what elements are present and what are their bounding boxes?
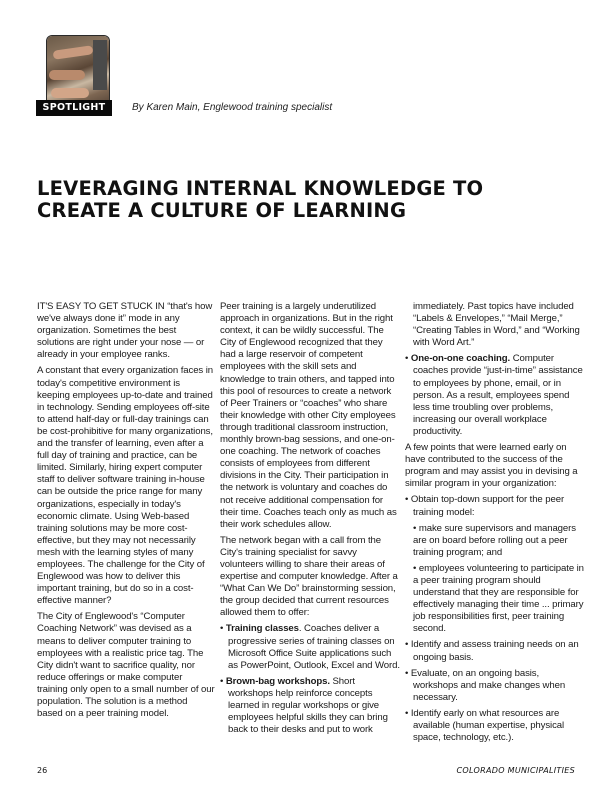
point-text: employees volunteering to participate in a peer training program should understand that they are responsible for effectively managing their time ... primary job responsibilities first, peer training second. [413, 562, 584, 635]
bullet-icon: • [220, 675, 224, 687]
bullet-icon: • [413, 522, 417, 534]
paragraph: A few points that were learned early on have contributed to the success of the program and may assist you in devising a similar program in your organization: [405, 442, 578, 490]
bullet-one-on-one [405, 353, 585, 438]
bullet-training-classes [220, 623, 400, 671]
bullet-heading: Training classes [225, 623, 299, 635]
point-text: Identify early on what resources are available (human expertise, physical space, technology, etc.). [410, 707, 565, 744]
paragraph: Peer training is a largely underutilized approach in organizations. But in the right context, it can be wildly successful. The City of Englewood recognized that they had a large reservoir of competent employees with the skill sets and knowledge to train others, and tapped into this pool of resources to create a network of Peer Trainers or “coaches” who share their knowledge with other City employees through traditional classroom instruction, monthly brown-bag sessions, and one-on-one coaching. The network of coaches consists of employees from different divisions in the City. Their participation in the network is voluntary and coaches do not receive additional compensation for their time. Coaches teach only as much as their work schedules allow. [220, 301, 397, 530]
point-text: make sure supervisors and managers are on board before rolling out a peer training program; and [413, 522, 576, 558]
bullet-heading: Brown-bag workshops. [225, 675, 330, 687]
bullet-text: Short workshops help reinforce concepts learned in regular workshops or give employees helpful skills they can bring back to their desks and put to work [228, 675, 388, 736]
paragraph-text: “that's how we've always done it” mode in any organization. Sometimes the best solutions are right under your nose — or already in your employee ranks. [37, 301, 213, 361]
column-1 [37, 301, 215, 724]
bullet-icon: • [405, 639, 409, 651]
bullet-text: . Coaches deliver a progressive series of training classes on Microsoft Office Suite applications such as PowerPoint, Outlook, Excel and Word. [228, 623, 400, 671]
article-title [37, 178, 483, 222]
bullet-icon: • [405, 353, 409, 365]
title-line-1: LEVERAGING INTERNAL KNOWLEDGE TO [37, 177, 484, 200]
column-2 [220, 301, 400, 740]
point-text: Identify and assess training needs on an ongoing basis. [410, 639, 579, 663]
intro-paragraph [37, 301, 215, 361]
spotlight-tag: SPOTLIGHT [36, 100, 112, 116]
point-item [405, 494, 585, 518]
publication-name: COLORADO MUNICIPALITIES [456, 766, 575, 775]
lead-in: IT'S EASY TO GET STUCK IN [37, 301, 165, 312]
hand-shape [53, 45, 94, 59]
paragraph: The City of Englewood's “Computer Coaching Network” was devised as a means to deliver computer training to employees with a realistic price tag. The City didn't want to sacrifice quality, nor reduce offerings or make computer training only open to a small number of our population. The solution is a method based on a peer training model. [37, 611, 215, 720]
bullet-icon: • [405, 667, 409, 679]
monitor-shape [93, 40, 107, 90]
point-item [405, 668, 585, 704]
point-item [405, 639, 585, 663]
byline: By Karen Main, Englewood training specialist [132, 102, 333, 113]
sub-point-item [405, 523, 585, 559]
point-text: Obtain top-down support for the peer training model: [410, 494, 565, 518]
bullet-icon: • [220, 623, 224, 635]
bullet-icon: • [405, 494, 409, 506]
bullet-heading: One-on-one coaching. [410, 353, 511, 365]
title-line-2: CREATE A CULTURE OF LEARNING [37, 199, 407, 222]
page-number: 26 [37, 766, 48, 775]
bullet-icon: • [413, 562, 417, 574]
point-item [405, 708, 585, 744]
sub-point-item [405, 563, 585, 636]
paragraph: A constant that every organization faces in today's competitive environment is keeping employees up-to-date and trained in technology. Sending employees off-site to attend half-day or full-day trainings can be cost-prohibitive for many organizations, and the transfer of learning, even after a full day of training and practice, can be limited. Similarly, hiring expert computer staff to deliver software training in-house can be outside the price range for many organizations, especially in today's economic climate. Using Web-based training solutions may be more cost-effective, but they may not necessarily mesh with the learning styles of many employees. The challenge for the City of Englewood was how to deliver this important training, but do so in a cost-effective manner? [37, 365, 213, 607]
bullet-icon: • [405, 707, 409, 719]
column-3 [405, 301, 585, 748]
hand-shape [51, 88, 89, 98]
bullet-text: Computer coaches provide “just-in-time” assistance to employees by phone, email, or in person. As a result, employees spend less time troubling over problems, increasing our overall workplace productivity. [413, 353, 583, 437]
continued-text: immediately. Past topics have included “Labels & Envelopes,” “Mail Merge,” “Creating Tables in Word,” and “Working with Word Art.” [413, 301, 580, 349]
point-text: Evaluate, on an ongoing basis, workshops and make changes when necessary. [410, 667, 566, 703]
bullet-brown-bag [220, 676, 400, 736]
paragraph: The network began with a call from the City's training specialist for savvy volunteers willing to share their areas of expertise and computer knowledge. After a “What Can We Do” brainstorming session, the group decided that current resources allowed them to offer: [220, 534, 398, 619]
hand-shape [49, 70, 85, 80]
